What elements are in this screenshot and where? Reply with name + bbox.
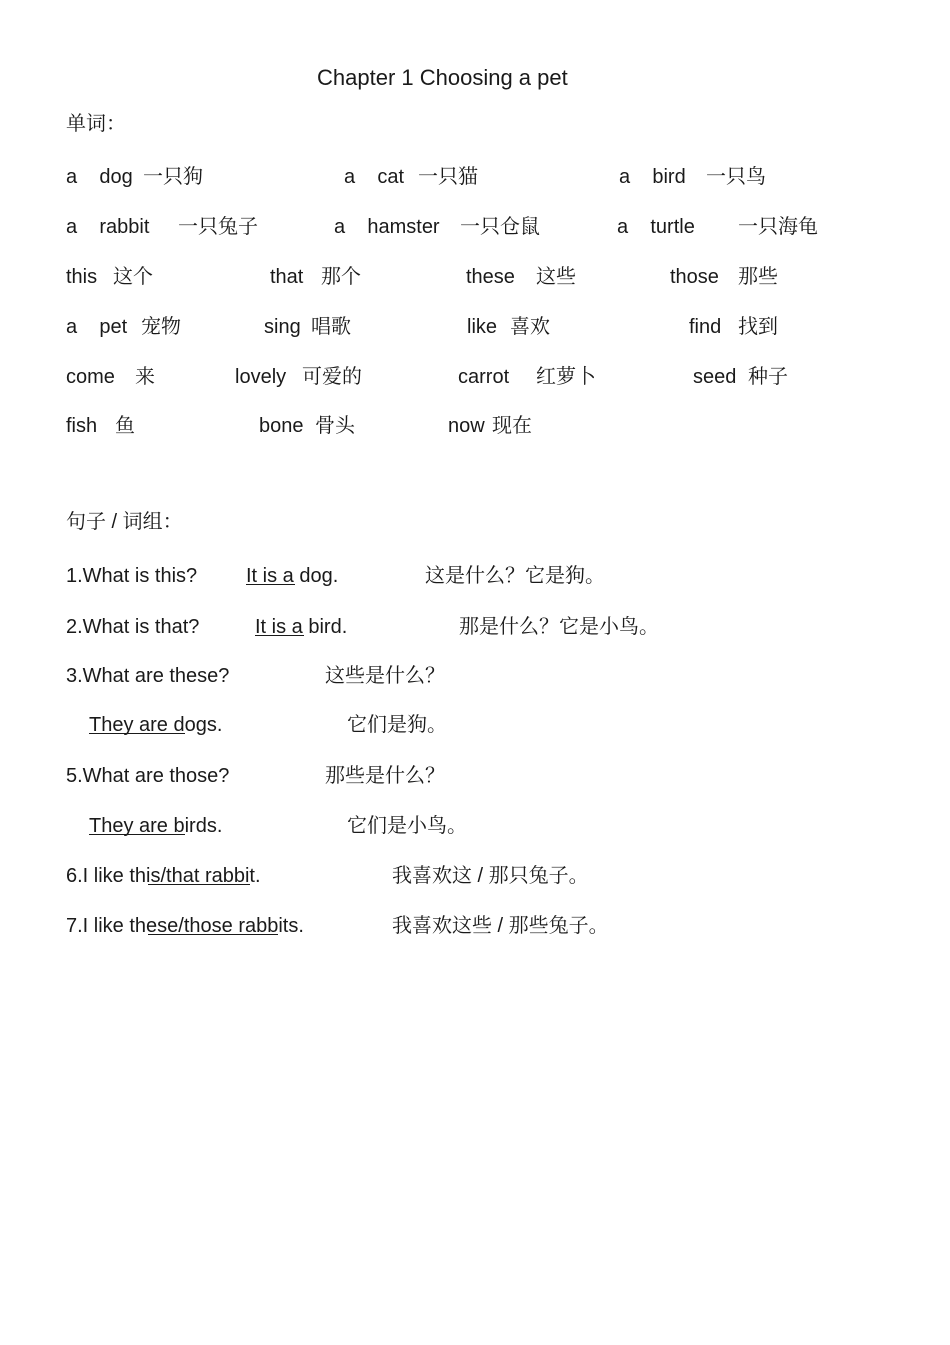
- vocab-en: a pet: [66, 316, 128, 338]
- vocab-zh: 这个: [113, 266, 153, 288]
- vocab-en: bone: [259, 415, 304, 437]
- vocab-zh: 来: [135, 366, 155, 388]
- vocab-en: this: [66, 266, 98, 288]
- vocab-heading: 单词：: [66, 113, 126, 135]
- vocab-zh: 宠物: [141, 316, 181, 338]
- sentence-answer: It is a dog.: [246, 565, 339, 587]
- vocab-en: carrot: [458, 366, 510, 388]
- vocab-en: a rabbit: [66, 216, 150, 238]
- vocab-en: fish: [66, 415, 98, 437]
- vocab-zh: 一只狗: [143, 166, 203, 188]
- vocab-zh: 种子: [748, 366, 788, 388]
- vocab-zh: 一只鸟: [706, 166, 766, 188]
- vocab-en: these: [466, 266, 515, 288]
- sentence-zh: 那是什么？它是小鸟。: [459, 616, 659, 638]
- sentence-zh: 那些是什么？: [325, 765, 445, 787]
- vocab-en: those: [670, 266, 719, 288]
- vocab-zh: 鱼: [115, 415, 135, 437]
- vocab-zh: 红萝卜: [536, 366, 596, 388]
- vocab-en: a bird: [619, 166, 686, 188]
- vocab-zh: 唱歌: [311, 316, 351, 338]
- vocab-zh: 骨头: [315, 415, 355, 437]
- sentences-heading: 句子 / 词组：: [66, 511, 183, 533]
- vocab-zh: 一只仓鼠: [460, 216, 540, 238]
- vocab-zh: 现在: [492, 415, 532, 437]
- vocab-en: sing: [264, 316, 301, 338]
- sentence-zh: 这是什么？它是狗。: [425, 565, 605, 587]
- sentence-zh: 我喜欢这 / 那只兔子。: [392, 865, 589, 887]
- sentence-zh: 它们是狗。: [347, 714, 447, 736]
- sentence-zh: 它们是小鸟。: [347, 815, 467, 837]
- underline: [148, 934, 278, 935]
- vocab-en: find: [689, 316, 722, 338]
- vocab-en: now: [448, 415, 485, 437]
- sentence-en: They are birds.: [89, 815, 223, 837]
- vocab-en: a cat: [344, 166, 405, 188]
- vocab-zh: 一只海龟: [738, 216, 818, 238]
- vocab-en: seed: [693, 366, 737, 388]
- underline: [89, 834, 185, 835]
- vocab-en: lovely: [235, 366, 287, 388]
- sentence-answer: It is a bird.: [255, 616, 348, 638]
- sentence-en: 7.I like these/those rabbits.: [66, 915, 304, 937]
- vocab-zh: 一只猫: [418, 166, 478, 188]
- underline: [89, 733, 185, 734]
- vocab-en: that: [270, 266, 304, 288]
- sentence-en: 3.What are these?: [66, 665, 230, 687]
- vocab-en: like: [467, 316, 498, 338]
- vocab-zh: 这些: [536, 266, 576, 288]
- vocab-zh: 喜欢: [510, 316, 550, 338]
- vocab-zh: 那个: [321, 266, 361, 288]
- vocab-en: come: [66, 366, 115, 388]
- sentence-zh: 我喜欢这些 / 那些兔子。: [392, 915, 609, 937]
- sentence-en: 1.What is this?: [66, 565, 198, 587]
- vocab-zh: 那些: [738, 266, 778, 288]
- vocab-zh: 可爱的: [302, 366, 362, 388]
- sentence-zh: 这些是什么？: [325, 665, 445, 687]
- vocab-en: a hamster: [334, 216, 440, 238]
- vocab-zh: 一只兔子: [178, 216, 258, 238]
- underline: [148, 884, 250, 885]
- vocab-en: a turtle: [617, 216, 695, 238]
- sentence-en: 6.I like this/that rabbit.: [66, 865, 261, 887]
- vocab-zh: 找到: [738, 316, 778, 338]
- sentence-en: 5.What are those?: [66, 765, 230, 787]
- sentence-en: They are dogs.: [89, 714, 223, 736]
- underline: [246, 584, 295, 585]
- sentence-en: 2.What is that?: [66, 616, 200, 638]
- underline: [255, 635, 304, 636]
- vocab-en: a dog: [66, 166, 133, 188]
- page-title: Chapter 1 Choosing a pet: [317, 65, 568, 90]
